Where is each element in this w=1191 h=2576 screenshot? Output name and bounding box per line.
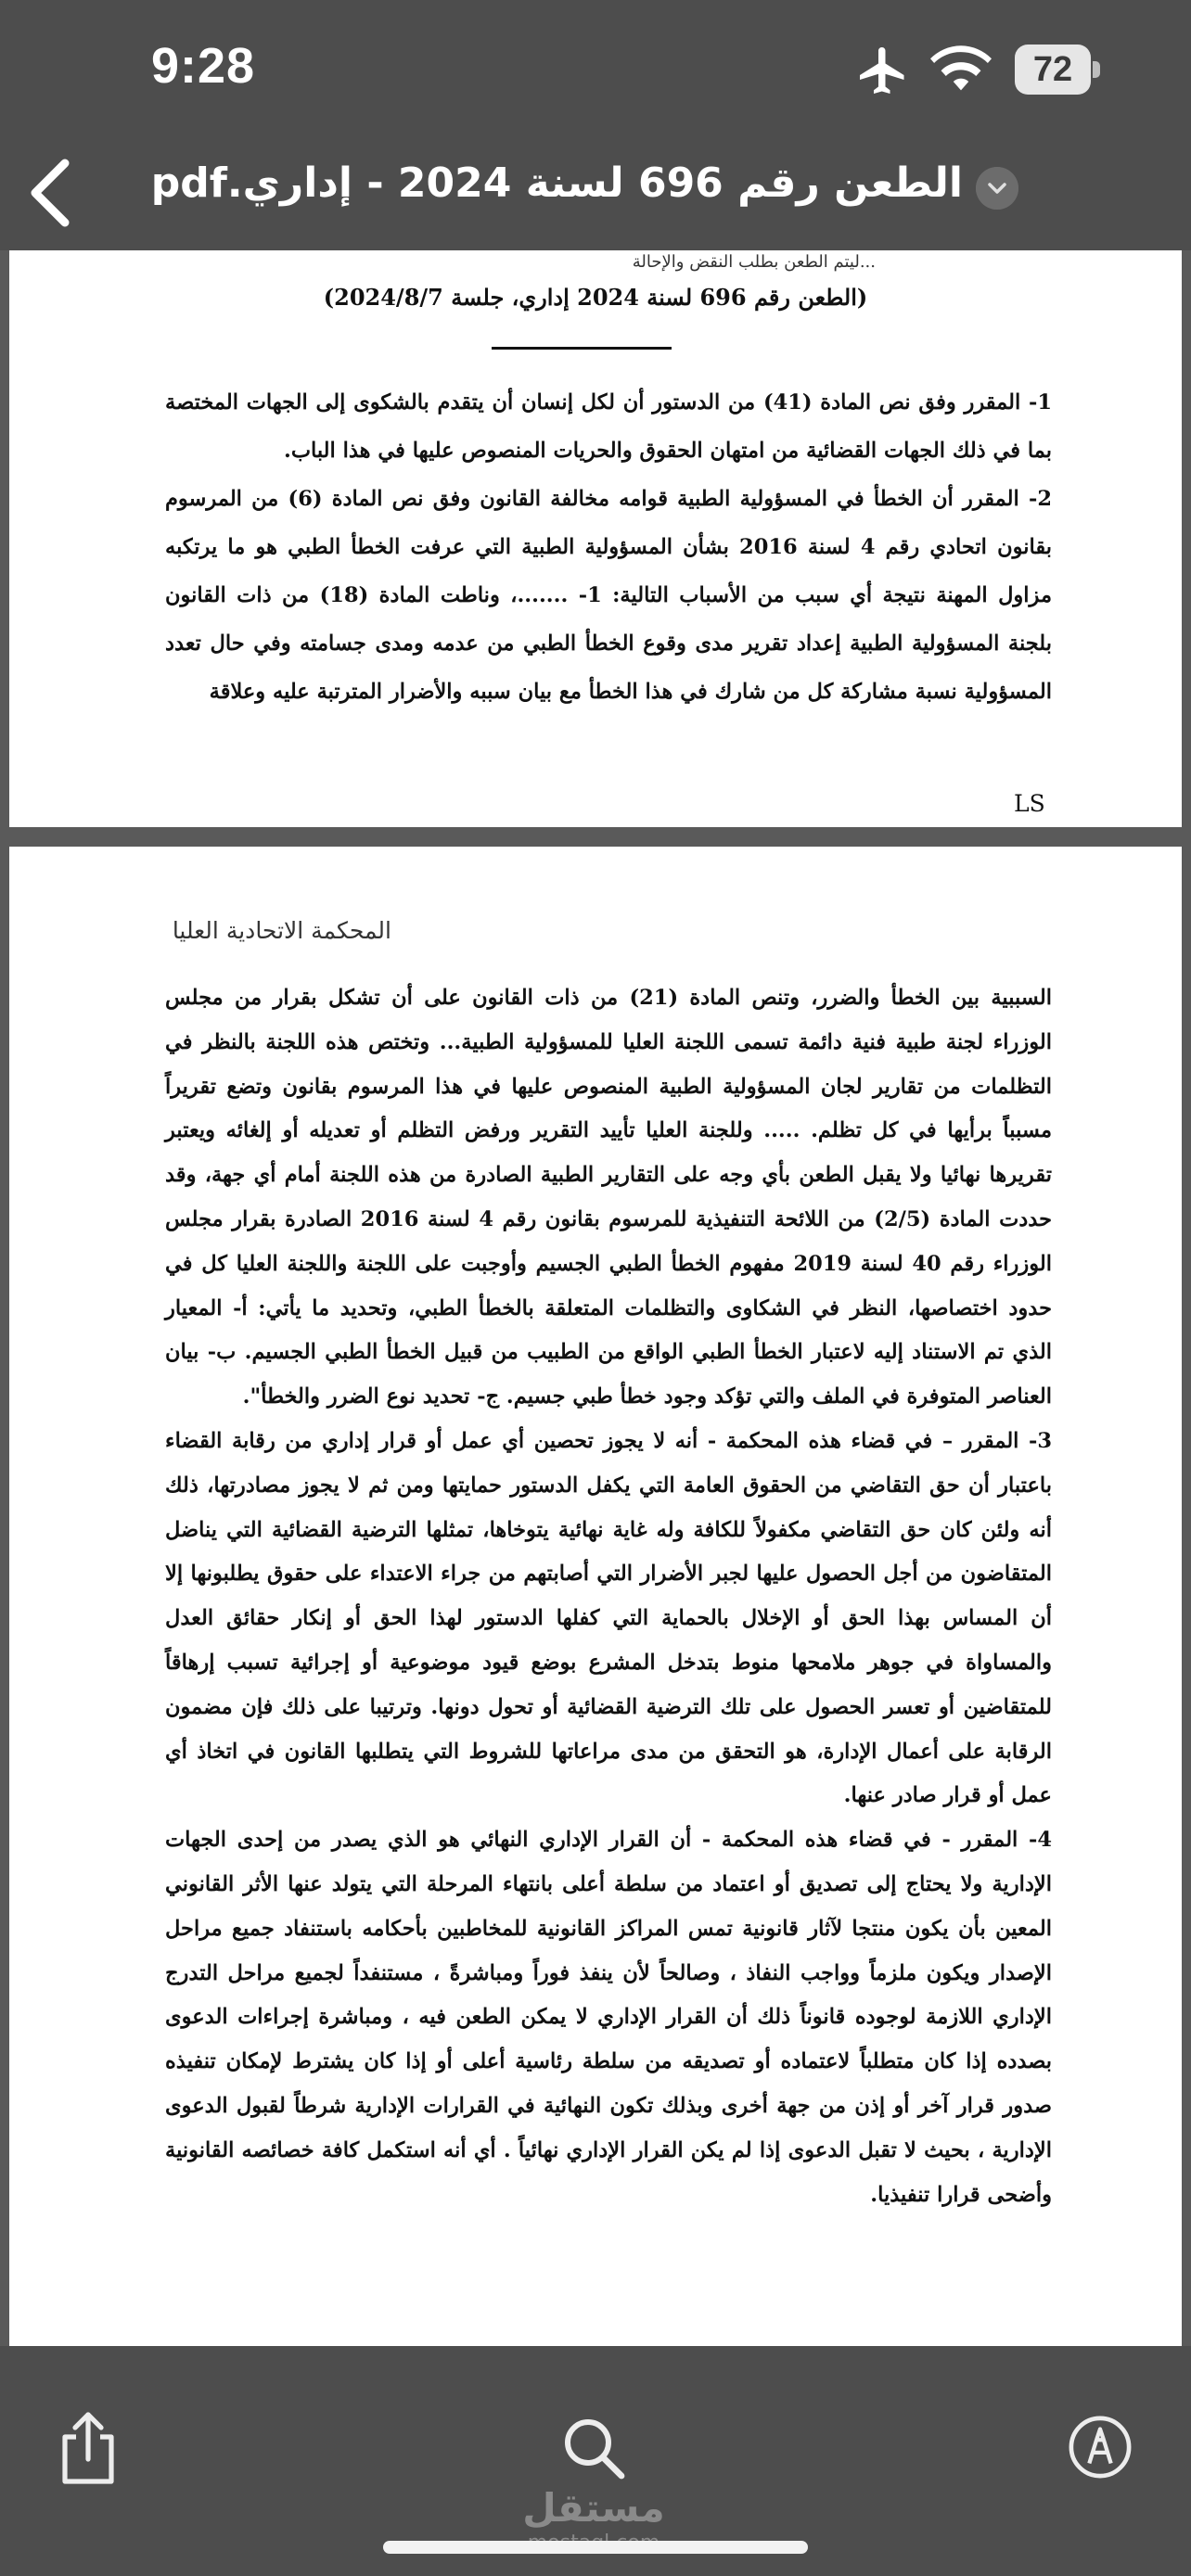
share-icon[interactable] [56,2409,121,2487]
airplane-mode-icon [855,43,911,98]
battery-indicator [1015,45,1100,95]
top-bar [0,0,1191,250]
home-indicator[interactable] [383,2541,808,2554]
battery-level: 72 [1015,45,1091,95]
chevron-down-icon[interactable] [976,167,1018,210]
heading-divider [492,347,672,350]
paragraph: 1- المقرر وفق نص المادة (41) من الدستور أن لكل إنسان أن يتقدم بالشكوى إلى الجهات المختصة بما في ذلك الجهات القضائية من امتهان الحقوق والحريات المنصوص عليها في هذا الباب. [165,390,1052,463]
paragraph: السببية بين الخطأ والضرر، وتنص المادة (21) من ذات القانون على أن تشكل بقرار من مجلس الوزراء لجنة طبية فنية دائمة تسمى اللجنة العليا للمسؤولية الطبية... وتختص هذه اللجنة بالنظر في التظلمات من تقارير لجان المسؤولية الطبية المنصوص عليها في هذا المرسوم بقانون وتضع تقريراً مسبباً برأيها في كل تظلم. ..... وللجنة العليا تأييد التقرير ورفض التظلم أو تعديله أو إلغائه ويعتبر تقريرها نهائيا ولا يقبل الطعن بأي وجه على التقارير الطبية الصادرة من هذه اللجنة أمام أي جهة، وقد حددت المادة (2/5) من اللائحة التنفيذية للمرسوم بقانون رقم 4 لسنة 2016 الصادرة بقرار مجلس الوزراء رقم 40 لسنة 2019 مفهوم الخطأ الطبي الجسيم وأوجبت على اللجنة واللجنة العليا كل في حدود اختصاصها، النظر في الشكاوى والتظلمات المتعلقة بالخطأ الطبي، وتحديد ما يأتي: أ- المعيار الذي تم الاستناد إليه لاعتبار الخطأ الطبي الواقع من الطبيب من قبيل الخطأ الطبي الجسيم. ب- بيان العناصر المتوفرة في الملف والتي تؤكد وجود خطأ طبي جسيم. ج- تحديد نوع الضرر والخطأ". [165,986,1053,1409]
document-title: الطعن رقم 696 لسنة 2024 - إداري.pdf [150,159,963,207]
paragraph: 2- المقرر أن الخطأ في المسؤولية الطبية قوامه مخالفة القانون وفق نص المادة (6) من المرسوم بقانون اتحادي رقم 4 لسنة 2016 بشأن المسؤولية الطبية التي عرفت الخطأ الطبي هو ما يرتكبه مزاول المهنة نتيجة أي سبب من الأسباب التالية: 1- .......، وناطت المادة (18) من ذات القانون بلجنة المسؤولية الطبية إعداد تقرير مدى وقوع الخطأ الطبي من عدمه ومدى جسامته وفي حال تعدد المسؤولية نسبة مشاركة كل من شارك في هذا الخطأ مع بيان سببه والأضرار المترتبة عليه وعلاقة [165,487,1053,704]
back-button[interactable] [24,156,80,230]
page1-body [165,378,1052,716]
search-icon[interactable] [560,2415,627,2481]
cut-off-text: ...ليتم الطعن بطلب النقض والإحالة [632,252,876,272]
pdf-page-1 [9,250,1182,827]
wifi-icon [930,43,992,95]
battery-tip [1093,61,1100,78]
status-time: 9:28 [151,38,256,94]
page2-body [165,976,1052,2217]
paragraph: 4- المقرر - في قضاء هذه المحكمة - أن القرار الإداري النهائي هو الذي يصدر من إحدى الجهات الإدارية ولا يحتاج إلى تصديق أو اعتماد من سلطة أعلى بانتهاء المرحلة التي يتولد عنها الأثر القانوني المعين بأن يكون منتجا لآثار قانونية تمس المراكز القانونية للمخاطبين بأحكامه باستنفاد جميع مراحل الإصدار ويكون ملزماً وواجب النفاذ ، وصالحاً لأن ينفذ فوراً ومباشرةً ، مستنفداً لجميع مراحل التدرج الإداري اللازمة لوجوده قانوناً ذلك أن القرار الإداري لا يمكن الطعن فيه ، ومباشرة إجراءات الدعوى بصدده إذا كان متطلباً لاعتماده أو تصديقه من سلطة رئاسية أعلى أو إذا كان يشترط لإمكان تنفيذه صدور قرار آخر أو إذن من جهة أخرى وبذلك تكون النهائية في القرارات الإدارية شرطاً لقبول الدعوى الإدارية ، بحيث لا تقبل الدعوى إذا لم يكن القرار الإداري نهائياً . أي أنه استكمل كافة خصائصه القانونية وأضحى قرارا تنفيذيا. [165,1828,1052,2207]
page-mark: LS [1014,790,1045,817]
markup-icon[interactable] [1068,2415,1133,2480]
watermark-arabic: مستقل [522,2485,665,2531]
court-header: المحكمة الاتحادية العليا [172,917,391,944]
pdf-page-2 [9,847,1182,2346]
paragraph: 3- المقرر – في قضاء هذه المحكمة - أنه لا يجوز تحصين أي عمل أو قرار إداري من رقابة القضاء باعتبار أن حق التقاضي من الحقوق العامة التي يكفل الدستور حمايتها ومن ثم لا يجوز مصادرتها، ذلك أنه ولئن كان حق التقاضي مكفولاً للكافة وله غاية نهائية يتوخاها، تمثلها الترضية القضائية التي يناضل المتقاضون من أجل الحصول عليها لجبر الأضرار التي أصابتهم من جراء الاعتداء على حقوق يطلبونها إلا أن المساس بهذا الحق أو الإخلال بالحماية التي كفلها الدستور لهذا الحق أو إنكار حقائق العدل والمساواة في جوهر ملامحها منوط بتدخل المشرع بوضع قيود موضوعية أو إجرائية تسبب إرهاقاً للمتقاضين أو تعسر الحصول على تلك الترضية القضائية أو تحول دونها. وترتيبا على ذلك فإن مضمون الرقابة على أعمال الإدارة، هو التحقق من مدى مراعاتها للشروط التي يتطلبها القانون في اتخاذ أي عمل أو قرار صادر عنها. [165,1428,1052,1808]
ruling-heading: (الطعن رقم 696 لسنة 2024 إداري، جلسة 2024/8/7) [323,284,868,311]
